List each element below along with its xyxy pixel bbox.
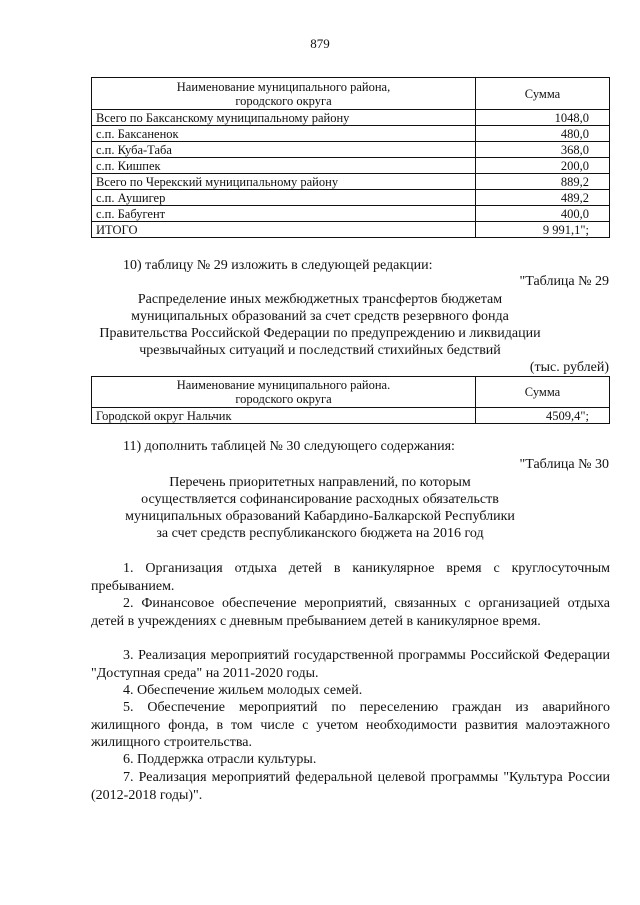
header-name-line1: Наименование муниципального района, (176, 79, 391, 94)
table-row (92, 174, 610, 190)
item11-table-label: "Таблица № 30 (519, 457, 609, 472)
table-header-row (92, 78, 610, 110)
item10-title-line3: Правительства Российской Федерации по предупреждению и ликвидации (99, 326, 541, 341)
table-row (92, 158, 610, 174)
table-row (92, 190, 610, 206)
item10-intro: 10) таблицу № 29 изложить в следующей редакции: (123, 258, 433, 273)
row-sum: 889,2 (476, 174, 610, 190)
row-sum: 368,0 (476, 142, 610, 158)
list-item: 1. Организация отдыха детей в каникулярное время с круглосуточным пребыванием. (91, 561, 610, 594)
row-sum: 400,0 (476, 206, 610, 222)
table-row (92, 126, 610, 142)
list-item: 3. Реализация мероприятий государственной программы Российской Федерации "Доступная среда" на 2011-2020 годы. (91, 648, 610, 681)
list-item: 6. Поддержка отрасли культуры. (123, 752, 317, 767)
row-name: Городской округ Нальчик (92, 408, 476, 424)
row-name: Всего по Баксанскому муниципальному району (92, 110, 476, 126)
row-sum: 4509,4"; (476, 408, 610, 424)
row-name: с.п. Куба-Таба (92, 142, 476, 158)
item11-title-line3: муниципальных образований Кабардино-Балкарской Республики (125, 509, 515, 524)
table-row (92, 408, 610, 424)
item10-title-line2: муниципальных образований за счет средств резервного фонда (131, 309, 509, 324)
item11-intro: 11) дополнить таблицей № 30 следующего содержания: (123, 439, 455, 454)
table-row-total (92, 222, 610, 238)
item10-title-line4: чрезвычайных ситуаций и последствий стихийных бедствий (139, 343, 501, 358)
header-name-cell (92, 78, 476, 110)
header-name-line1: Наименование муниципального района. (176, 378, 391, 392)
row-sum: 200,0 (476, 158, 610, 174)
list-item: 5. Обеспечение мероприятий по переселению граждан из аварийного жилищного фонда, в том числе с учетом необходимости развития малоэтажного жилищного строительства. (91, 700, 610, 750)
list-item: 2. Финансовое обеспечение мероприятий, связанных с организацией отдыха детей в учреждениях с дневным пребыванием детей в каникулярное время. (91, 596, 610, 629)
table-header-row (92, 377, 610, 408)
list-item: 7. Реализация мероприятий федеральной целевой программы "Культура России (2012-2018 годы)". (91, 770, 610, 803)
table-row (92, 110, 610, 126)
table-nalchik (91, 376, 610, 424)
item11-title-line2: осуществляется софинансирование расходных обязательств (141, 492, 499, 507)
table-row (92, 206, 610, 222)
row-name: с.п. Баксаненок (92, 126, 476, 142)
row-name: с.п. Бабугент (92, 206, 476, 222)
item11-title-line4: за счет средств республиканского бюджета на 2016 год (156, 526, 484, 541)
row-name: ИТОГО (92, 222, 476, 238)
header-name-line2: городского округа (235, 93, 332, 108)
item10-table-label: "Таблица № 29 (519, 274, 609, 289)
header-name-cell (92, 377, 476, 408)
header-sum-cell: Сумма (476, 78, 610, 110)
item11-title-line1: Перечень приоритетных направлений, по которым (169, 475, 471, 490)
table-row (92, 142, 610, 158)
row-name: с.п. Кишпек (92, 158, 476, 174)
row-sum: 9 991,1"; (476, 222, 610, 238)
row-sum: 1048,0 (476, 110, 610, 126)
header-sum-cell: Сумма (476, 377, 610, 408)
item10-units: (тыс. рублей) (529, 360, 609, 375)
item10-title-line1: Распределение иных межбюджетных трансфертов бюджетам (137, 292, 503, 307)
row-name: с.п. Аушигер (92, 190, 476, 206)
row-sum: 489,2 (476, 190, 610, 206)
table-district-sums (91, 77, 610, 238)
row-name: Всего по Черекский муниципальному району (92, 174, 476, 190)
row-sum: 480,0 (476, 126, 610, 142)
header-name-line2: городского округа (235, 392, 332, 406)
list-item: 4. Обеспечение жильем молодых семей. (123, 683, 363, 698)
page-number: 879 (310, 36, 330, 51)
